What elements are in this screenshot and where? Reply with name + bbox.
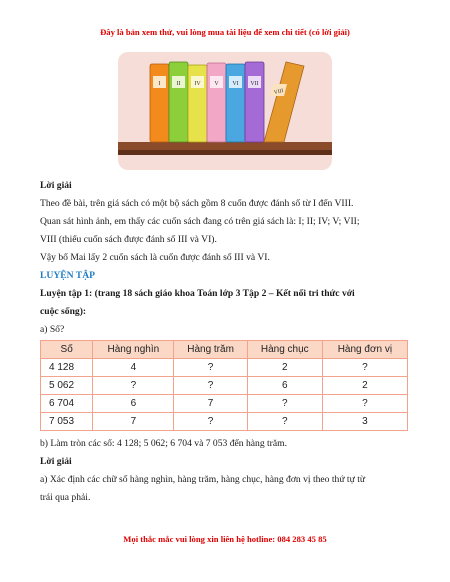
table-cell: ? — [247, 395, 322, 413]
table-cell: ? — [322, 395, 407, 413]
col-header: Hàng nghìn — [93, 341, 174, 359]
table-header-row — [41, 341, 408, 359]
table-cell: ? — [93, 377, 174, 395]
table-row — [41, 377, 408, 395]
exercise-part-a: a) Số? — [40, 324, 65, 335]
table-cell: 2 — [322, 377, 407, 395]
solution-line: Quan sát hình ảnh, em thấy các cuốn sách đang có trên giá sách là: I; II; IV; V; VII; — [40, 216, 360, 227]
table-cell: 6 — [247, 377, 322, 395]
solution-line: a) Xác định các chữ số hàng nghìn, hàng trăm, hàng chục, hàng đơn vị theo thứ tự từ — [40, 474, 366, 485]
table-cell: 3 — [322, 413, 407, 431]
book — [169, 62, 188, 142]
preview-banner: Đây là bản xem thử, vui lòng mua tài liệu để xem chi tiết (có lời giải) — [100, 27, 350, 37]
book — [226, 64, 245, 142]
table-cell: ? — [174, 359, 247, 377]
exercise-part-b: b) Làm tròn các số: 4 128; 5 062; 6 704 và 7 053 đến hàng trăm. — [40, 438, 287, 449]
book-numeral: I — [158, 81, 161, 87]
hotline-banner: Mọi thắc mắc vui lòng xin liên hệ hotline: 084 283 45 85 — [123, 534, 327, 544]
solution-heading: Lời giải — [40, 180, 72, 191]
table-cell: 7 053 — [41, 413, 93, 431]
table-cell: 4 — [93, 359, 174, 377]
table-row — [41, 413, 408, 431]
book-numeral: II — [176, 81, 181, 87]
table-cell: 6 704 — [41, 395, 93, 413]
book-numeral: VIII — [273, 87, 285, 97]
table-cell: 6 — [93, 395, 174, 413]
exercise-title: Luyện tập 1: (trang 18 sách giáo khoa Toán lớp 3 Tập 2 – Kết nối tri thức với — [40, 288, 355, 299]
table-cell: 5 062 — [41, 377, 93, 395]
book-numeral: VII — [250, 81, 259, 87]
solution-line: VIII (thiếu cuốn sách được đánh số III và VI). — [40, 234, 217, 245]
book — [207, 63, 226, 142]
table-cell: ? — [247, 413, 322, 431]
table-cell: 7 — [174, 395, 247, 413]
table-cell: 2 — [247, 359, 322, 377]
table-cell: ? — [174, 413, 247, 431]
exercise-title-cont: cuộc sống): — [40, 306, 87, 317]
book — [188, 65, 207, 142]
table-cell: ? — [174, 377, 247, 395]
table-cell: 4 128 — [41, 359, 93, 377]
table-row — [41, 359, 408, 377]
table-cell: 7 — [93, 413, 174, 431]
book-numeral: V — [214, 81, 219, 87]
solution-heading: Lời giải — [40, 456, 72, 467]
col-header: Hàng trăm — [174, 341, 247, 359]
solution-line: Theo đề bài, trên giá sách có một bộ sách gồm 8 cuốn được đánh số từ I đến VIII. — [40, 198, 354, 209]
section-title: LUYỆN TẬP — [40, 270, 95, 281]
book-numeral: IV — [194, 81, 201, 87]
solution-line: Vậy bố Mai lấy 2 cuốn sách là cuốn được đánh số III và VI. — [40, 252, 270, 263]
book — [150, 64, 169, 142]
table-cell: ? — [322, 359, 407, 377]
col-header: Hàng đơn vị — [322, 341, 407, 359]
col-header: Số — [41, 341, 93, 359]
col-header: Hàng chục — [247, 341, 322, 359]
book — [245, 62, 264, 142]
place-value-table — [40, 340, 408, 428]
bookshelf-illustration — [118, 52, 332, 170]
solution-line: trái qua phải. — [40, 492, 91, 503]
book-numeral: VI — [232, 81, 239, 87]
table-row — [41, 395, 408, 413]
